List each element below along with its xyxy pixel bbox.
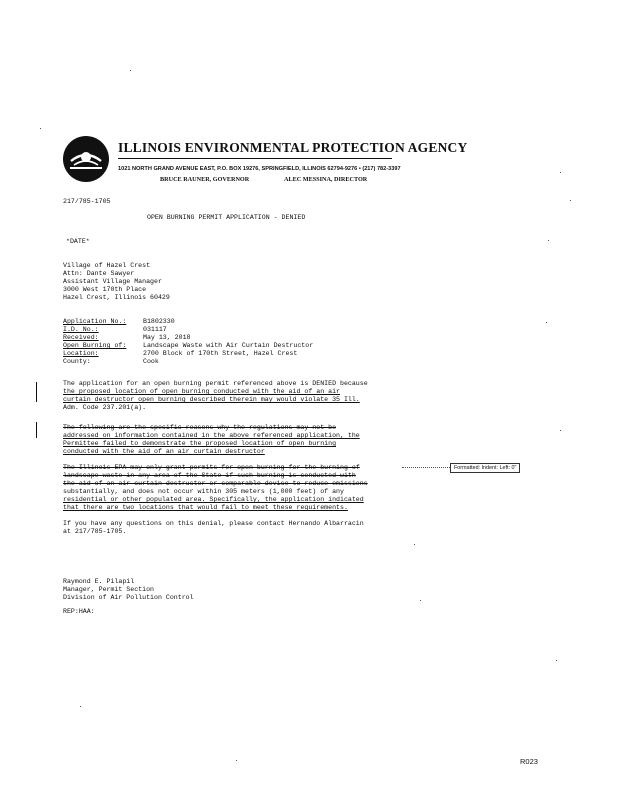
paragraph-line: curtain destructor open burning described therein may would violate 35 Ill. bbox=[63, 396, 360, 403]
letterhead-rule bbox=[118, 158, 392, 159]
scan-speck bbox=[414, 544, 415, 545]
recipient-line: 3000 West 170th Place bbox=[63, 286, 147, 293]
field-value: 031117 bbox=[143, 326, 167, 333]
scan-speck bbox=[80, 706, 81, 707]
field-value: 2700 Block of 170th Street, Hazel Crest bbox=[143, 350, 298, 357]
field-label: I.D. No.: bbox=[63, 326, 99, 333]
recipient-line: Village of Hazel Crest bbox=[63, 262, 151, 269]
scan-speck bbox=[130, 70, 131, 71]
paragraph-line: the aid of an air curtain destructor or comparable device to reduce emissions bbox=[63, 480, 368, 487]
agency-logo bbox=[62, 135, 110, 183]
scan-speck bbox=[420, 600, 421, 601]
governor-name: BRUCE RAUNER, GOVERNOR bbox=[160, 176, 250, 183]
scan-speck bbox=[560, 172, 561, 173]
field-label: Open Burning of: bbox=[63, 342, 127, 349]
paragraph-line: at 217/785-1705. bbox=[63, 528, 127, 535]
paragraph-line: The application for an open burning permit referenced above is DENIED because bbox=[63, 380, 368, 387]
initials: REP:HAA: bbox=[63, 608, 95, 615]
field-value: B1802330 bbox=[143, 318, 175, 325]
change-bar bbox=[36, 422, 37, 438]
paragraph-line: residential or other populated area. Specifically, the application indicated bbox=[63, 496, 364, 503]
letter-subject: OPEN BURNING PERMIT APPLICATION - DENIED bbox=[147, 214, 306, 221]
change-bar bbox=[36, 382, 37, 402]
agency-name: ILLINOIS ENVIRONMENTAL PROTECTION AGENCY bbox=[118, 140, 468, 155]
paragraph-line: landscape waste in any area of the State if such burning is conducted with bbox=[63, 472, 356, 479]
scan-speck bbox=[236, 760, 237, 761]
scan-speck bbox=[548, 240, 549, 241]
agency-address: 1021 NORTH GRAND AVENUE EAST, P.O. BOX 19276, SPRINGFIELD, ILLINOIS 62794-9276 • (217) 782-3397 bbox=[118, 166, 401, 172]
field-label: County: bbox=[63, 358, 91, 365]
phone-number: 217/785-1705 bbox=[63, 198, 111, 205]
paragraph-line: conducted with the aid of an air curtain destructor bbox=[63, 448, 265, 455]
formatting-comment: Formatted: Indent: Left: 0" bbox=[450, 463, 520, 473]
scan-speck bbox=[546, 322, 547, 323]
comment-connector bbox=[402, 467, 450, 468]
paragraph-line: If you have any questions on this denial, please contact Hernando Albarracin bbox=[63, 520, 364, 527]
signature-line: Raymond E. Pilapil bbox=[63, 578, 135, 585]
recipient-line: Hazel Crest, Illinois 60429 bbox=[63, 294, 170, 301]
field-value: Landscape Waste with Air Curtain Destructor bbox=[143, 342, 314, 349]
field-label: Received: bbox=[63, 334, 99, 341]
field-label: Application No.: bbox=[63, 318, 127, 325]
paragraph-line: addressed on information contained in the above referenced application, the bbox=[63, 432, 360, 439]
paragraph-line: The following are the specific reasons why the regulations may not be bbox=[63, 424, 337, 431]
page-number: R023 bbox=[520, 757, 538, 766]
paragraph-line: the proposed location of open burning conducted with the aid of an air bbox=[63, 388, 340, 395]
date-placeholder: *DATE* bbox=[66, 238, 90, 245]
field-label: Location: bbox=[63, 350, 99, 357]
paragraph-line: Adm. Code 237.201(a). bbox=[63, 404, 147, 411]
scan-speck bbox=[40, 128, 41, 129]
scan-speck bbox=[570, 200, 571, 201]
signature-line: Division of Air Pollution Control bbox=[63, 594, 194, 601]
recipient-line: Attn: Dante Sawyer bbox=[63, 270, 135, 277]
signature-line: Manager, Permit Section bbox=[63, 586, 155, 593]
field-value: May 13, 2018 bbox=[143, 334, 191, 341]
paragraph-line: substantially, and does not occur within 305 meters (1,000 feet) of any bbox=[63, 488, 344, 495]
paragraph-line: Permittee failed to demonstrate the proposed location of open burning bbox=[63, 440, 337, 447]
recipient-line: Assistant Village Manager bbox=[63, 278, 162, 285]
paragraph-line: The Illinois EPA may only grant permits for open burning for the burning of bbox=[63, 464, 360, 471]
scan-speck bbox=[556, 660, 557, 661]
paragraph-line: that there are two locations that would fail to meet these requirements. bbox=[63, 504, 348, 511]
director-name: ALEC MESSINA, DIRECTOR bbox=[284, 176, 368, 183]
scan-speck bbox=[560, 430, 561, 431]
field-value: Cook bbox=[143, 358, 159, 365]
